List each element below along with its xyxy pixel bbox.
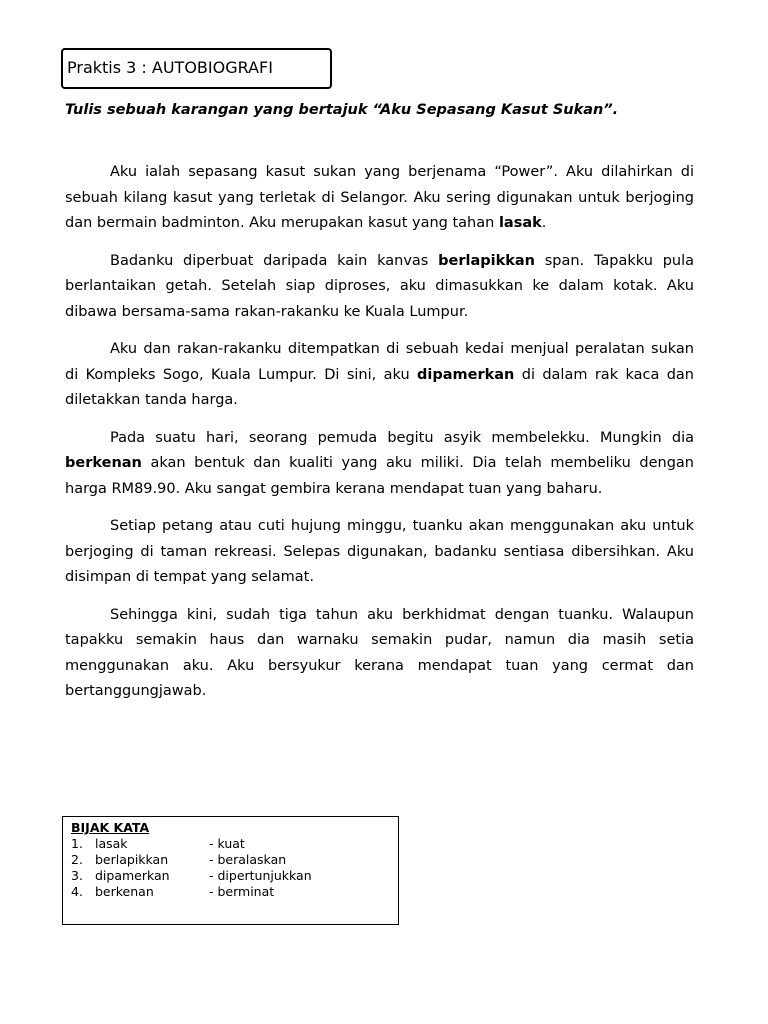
paragraph-4-keyword: berkenan xyxy=(65,455,142,471)
vocabulary-item xyxy=(71,884,398,900)
paragraph-4-text-b: akan bentuk dan kualiti yang aku miliki. Dia telah membeliku dengan harga RM89.90. Aku sangat gembira kerana mendapat tuan yang baharu. xyxy=(65,455,694,497)
essay-instruction: Tulis sebuah karangan yang bertajuk “Aku Sepasang Kasut Sukan”. xyxy=(65,102,619,118)
vocabulary-item xyxy=(71,868,398,884)
vocabulary-word: dipamerkan xyxy=(95,868,170,883)
vocabulary-item xyxy=(71,836,398,852)
vocabulary-word: berlapikkan xyxy=(95,852,169,867)
paragraph-2 xyxy=(65,249,694,326)
paragraph-4-text-a: Pada suatu hari, seorang pemuda begitu asyik membelekku. Mungkin dia xyxy=(110,429,694,446)
paragraph-5: Setiap petang atau cuti hujung minggu, tuanku akan menggunakan aku untuk berjoging di taman rekreasi. Selepas digunakan, badanku sentiasa dibersihkan. Aku disimpan di tempat yang selamat. xyxy=(65,518,694,585)
vocabulary-box xyxy=(62,816,399,925)
paragraph-1-text-b: . xyxy=(541,215,547,231)
paragraph-3-text-b: di dalam rak kaca dan diletakkan tanda harga. xyxy=(65,366,694,408)
paragraph-4 xyxy=(65,426,694,503)
essay-body xyxy=(65,160,694,717)
vocabulary-meaning: - berminat xyxy=(209,884,275,899)
vocabulary-meaning: - kuat xyxy=(209,836,245,851)
vocabulary-number: 3. xyxy=(71,868,83,883)
vocabulary-number: 4. xyxy=(71,884,83,899)
vocabulary-title: BIJAK KATA xyxy=(71,820,150,835)
vocabulary-meaning: - beralaskan xyxy=(209,852,287,867)
page-title: Praktis 3 : AUTOBIOGRAFI xyxy=(67,58,273,77)
vocabulary-word: berkenan xyxy=(95,884,154,899)
paragraph-2-text-b: span. Tapakku pula berlantaikan getah. Setelah siap diproses, aku dimasukkan ke dalam kotak. Aku dibawa bersama-sama rakan-rakanku ke Kuala Lumpur. xyxy=(65,252,694,320)
paragraph-2-text-a: Badanku diperbuat daripada kain kanvas xyxy=(110,252,439,269)
vocabulary-word: lasak xyxy=(95,836,128,851)
paragraph-2-keyword: berlapikkan xyxy=(438,252,535,269)
paragraph-3-keyword: dipamerkan xyxy=(417,366,515,383)
paragraph-3-text-a: Aku dan rakan-rakanku ditempatkan di sebuah kedai menjual peralatan sukan di Kompleks Sogo, Kuala Lumpur. Di sini, aku xyxy=(65,341,694,383)
paragraph-3 xyxy=(65,337,694,414)
vocabulary-meaning: - dipertunjukkan xyxy=(209,868,312,883)
paragraph-1 xyxy=(65,160,694,237)
paragraph-6: Sehingga kini, sudah tiga tahun aku berkhidmat dengan tuanku. Walaupun tapakku semakin haus dan warnaku semakin pudar, namun dia masih setia menggunakan aku. Aku bersyukur kerana mendapat tuan yang cermat dan bertanggungjawab. xyxy=(65,606,694,699)
vocabulary-item xyxy=(71,852,398,868)
paragraph-1-keyword: lasak xyxy=(498,215,542,231)
vocabulary-number: 1. xyxy=(71,836,83,851)
paragraph-1-text-a: Aku ialah sepasang kasut sukan yang berjenama “Power”. Aku dilahirkan di sebuah kilang kasut yang terletak di Selangor. Aku sering digunakan untuk berjoging dan bermain badminton. Aku merupakan kasut yang tahan xyxy=(65,164,694,231)
vocabulary-number: 2. xyxy=(71,852,83,867)
title-box xyxy=(61,48,332,89)
